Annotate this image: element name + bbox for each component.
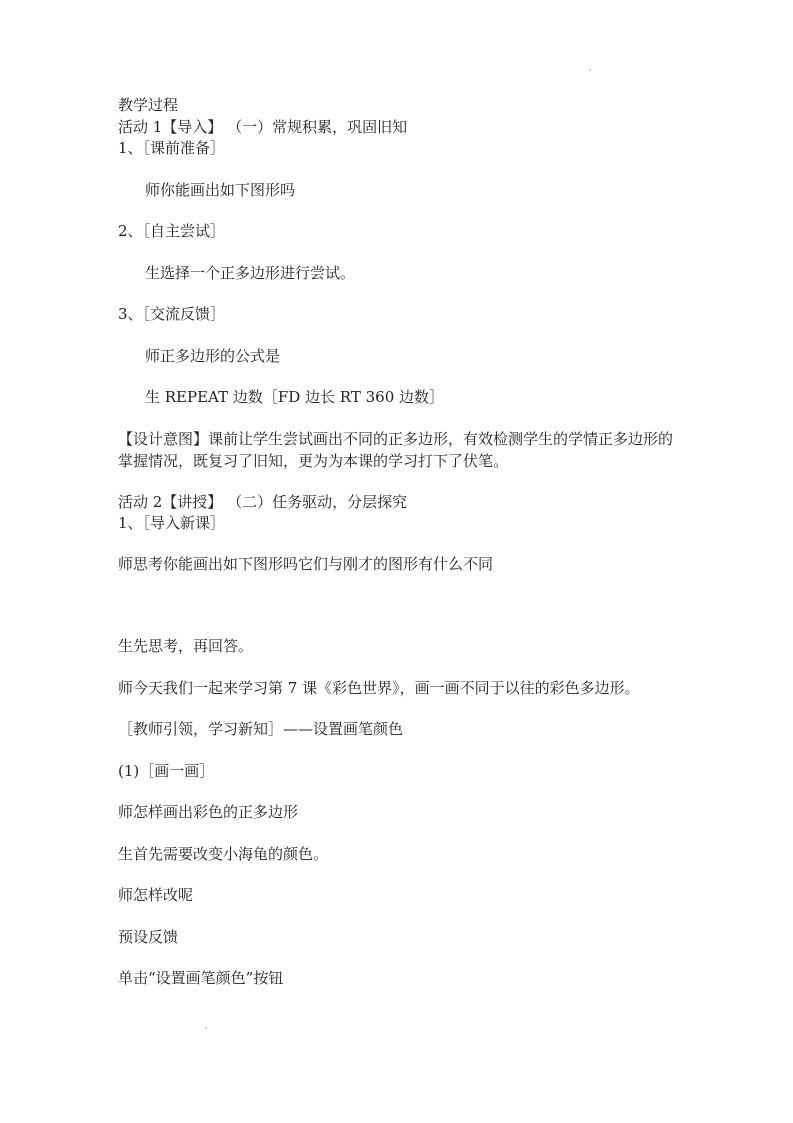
activity1-step1: 1、［课前准备］ — [118, 139, 226, 157]
activity2-teacher-question-2: 师怎样画出彩色的正多边形 — [118, 803, 299, 821]
document-title: 教学过程 — [118, 96, 179, 114]
activity1-step2-text: 生选择一个正多边形进行尝试。 — [145, 264, 356, 282]
design-intent-paragraph: 【设计意图】课前让学生尝试画出不同的正多边形，有效检测学生的学情正多边形的掌握情况，既复习了旧知，更为为本课的学习打下了伏笔。 — [118, 430, 674, 470]
activity2-teacher-question-3: 师怎样改呢 — [118, 886, 194, 904]
activity2-click-instruction: 单击“设置画笔颜色”按钮 — [118, 969, 284, 987]
activity2-teacher-intro: 师今天我们一起来学习第 7 课《彩色世界》，画一画不同于以往的彩色多边形。 — [118, 679, 640, 697]
activity2-guide: ［教师引领，学习新知］——设置画笔颜色 — [118, 720, 404, 738]
scan-speck — [589, 69, 591, 71]
activity2-student-answer: 生先思考，再回答。 — [118, 637, 254, 655]
activity2-heading: 活动 2【讲授】 （二）任务驱动，分层探究 — [118, 493, 408, 511]
activity2-teacher-question: 师思考你能画出如下图形吗它们与刚才的图形有什么不同 — [118, 555, 494, 573]
activity1-step2: 2、［自主尝试］ — [118, 222, 226, 240]
scan-speck — [205, 1027, 207, 1029]
activity1-heading: 活动 1【导入】 （一）常规积累，巩固旧知 — [118, 118, 408, 136]
activity2-preset-feedback: 预设反馈 — [118, 928, 179, 946]
activity2-sub1: (1)［画一画］ — [118, 762, 215, 780]
activity2-step1: 1、［导入新课］ — [118, 514, 226, 532]
activity2-student-answer-2: 生首先需要改变小海龟的颜色。 — [118, 845, 329, 863]
activity1-step3-text1: 师正多边形的公式是 — [145, 347, 281, 365]
activity1-step1-text: 师你能画出如下图形吗 — [145, 181, 296, 199]
activity1-step3-text2: 生 REPEAT 边数［FD 边长 RT 360 边数］ — [145, 388, 445, 406]
activity1-step3: 3、［交流反馈］ — [118, 305, 226, 323]
